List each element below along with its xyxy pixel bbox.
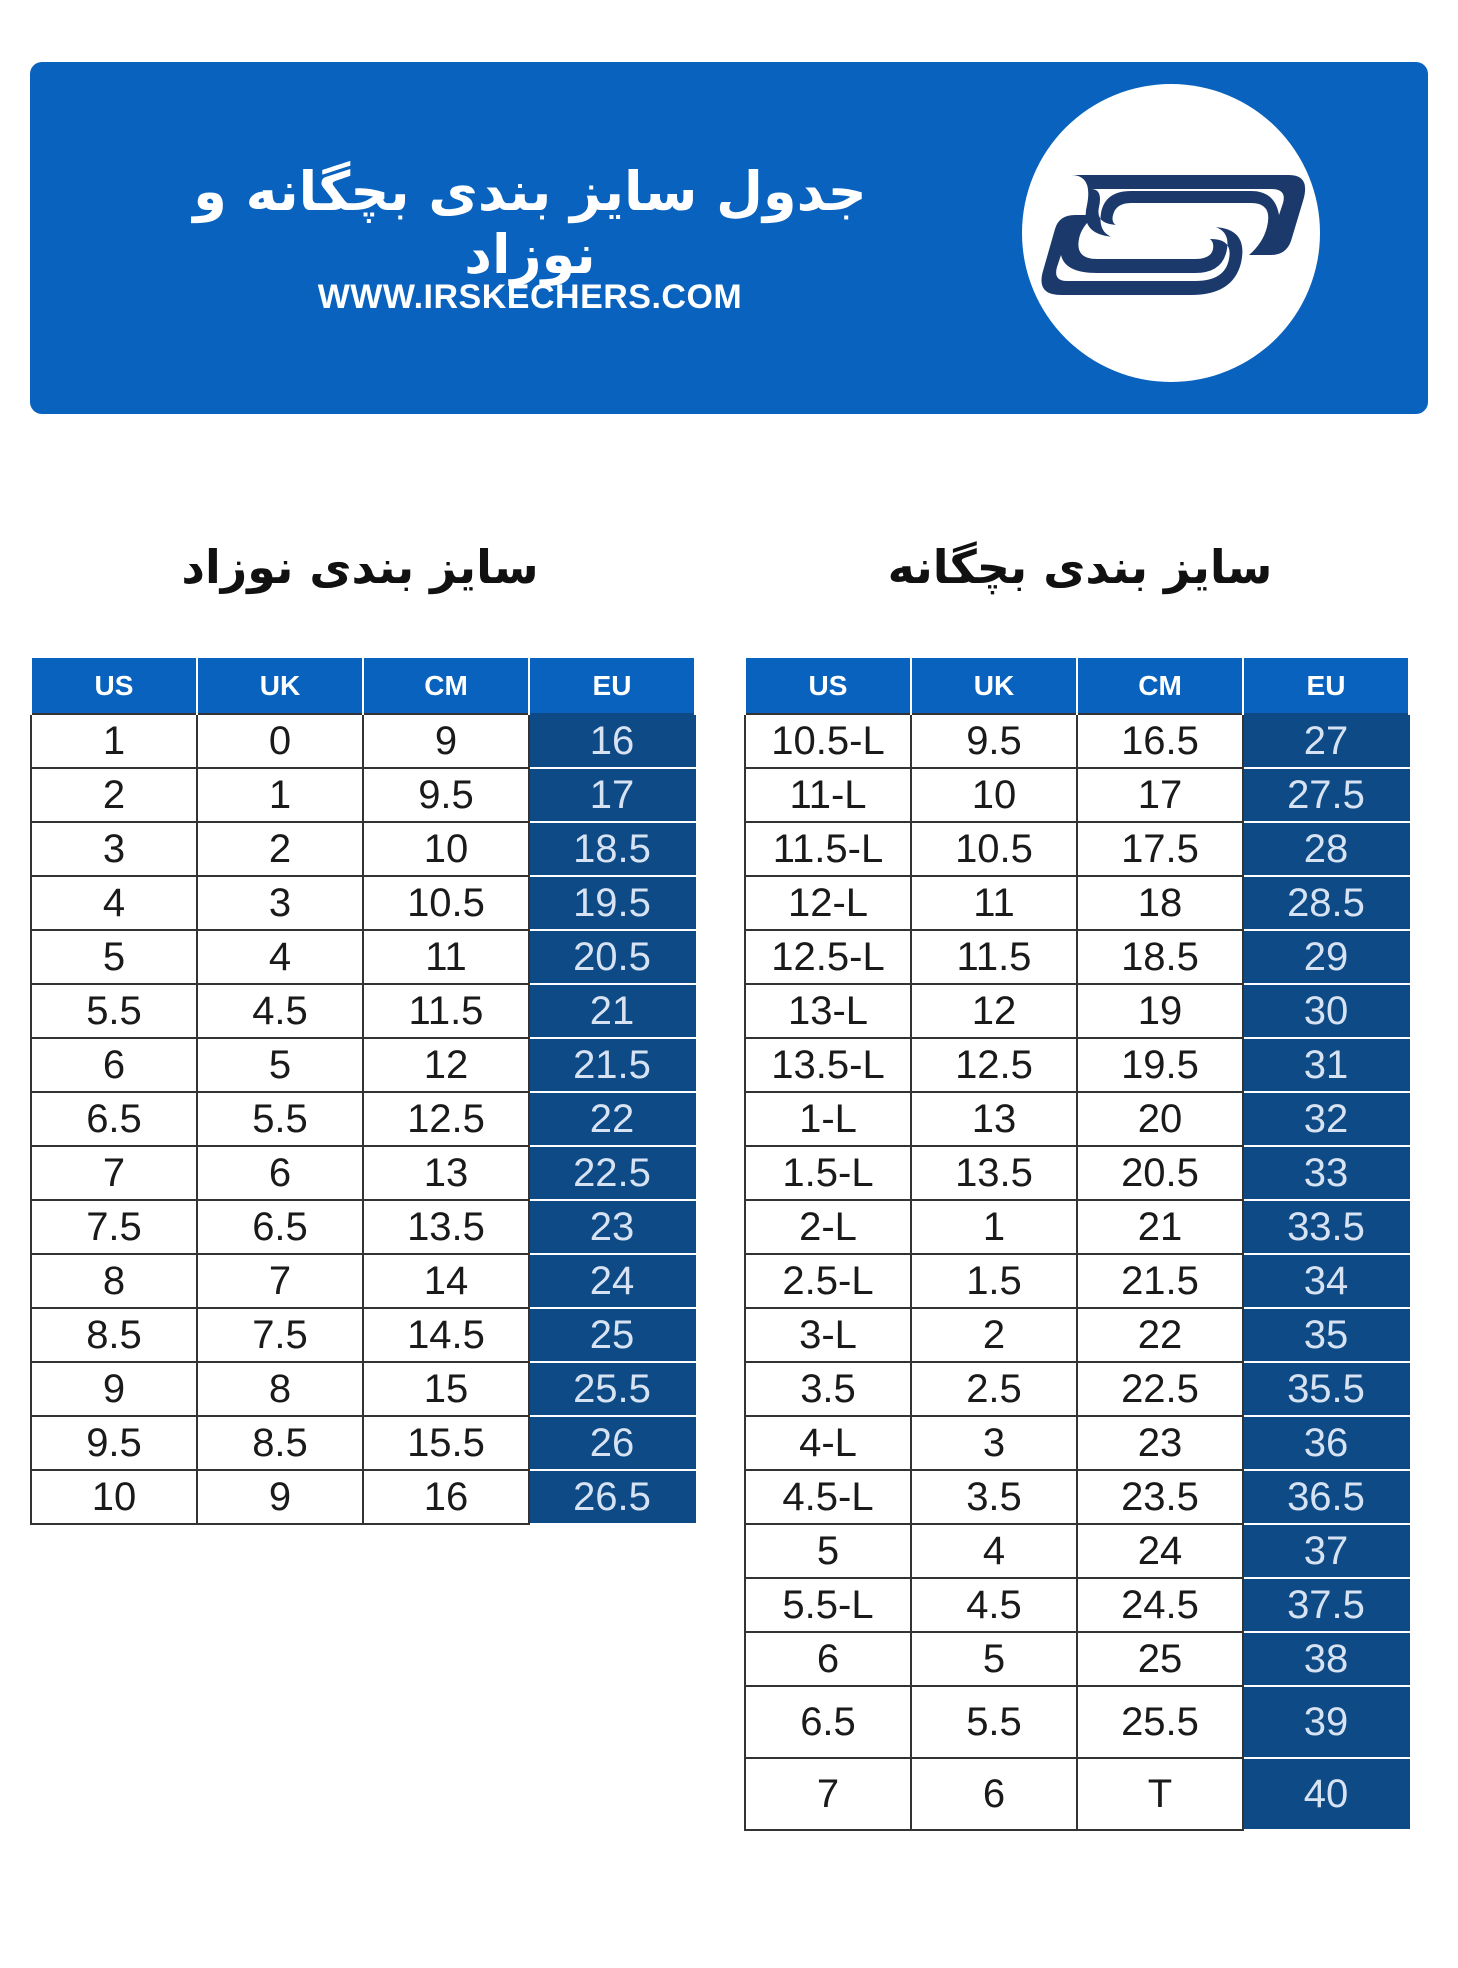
cell-us: 1-L: [745, 1092, 911, 1146]
cell-uk: 10.5: [911, 822, 1077, 876]
table-row: [31, 1038, 695, 1092]
cell-cm: 21: [1077, 1200, 1243, 1254]
cell-eu: 33: [1243, 1146, 1409, 1200]
cell-us: 10: [31, 1470, 197, 1524]
cell-us: 3-L: [745, 1308, 911, 1362]
column-header-us: US: [31, 658, 197, 714]
cell-uk: 9.5: [911, 714, 1077, 768]
cell-uk: 4.5: [911, 1578, 1077, 1632]
cell-eu: 22: [529, 1092, 695, 1146]
table-row: [745, 984, 1409, 1038]
table-row: [31, 822, 695, 876]
table-row: [745, 1524, 1409, 1578]
table-row: [31, 1200, 695, 1254]
cell-us: 1.5-L: [745, 1146, 911, 1200]
cell-cm: 10: [363, 822, 529, 876]
table-row: [745, 1200, 1409, 1254]
table-row: [745, 930, 1409, 984]
cell-us: 5.5-L: [745, 1578, 911, 1632]
table-row: [745, 1254, 1409, 1308]
cell-cm: 14.5: [363, 1308, 529, 1362]
table-row: [31, 714, 695, 768]
table-row: [745, 876, 1409, 930]
cell-eu: 21.5: [529, 1038, 695, 1092]
cell-eu: 30: [1243, 984, 1409, 1038]
cell-uk: 3: [911, 1416, 1077, 1470]
table-row: [745, 1758, 1409, 1830]
cell-us: 2.5-L: [745, 1254, 911, 1308]
cell-cm: 12.5: [363, 1092, 529, 1146]
cell-eu: 34: [1243, 1254, 1409, 1308]
table-row: [745, 1092, 1409, 1146]
table-row: [31, 1416, 695, 1470]
cell-cm: 16: [363, 1470, 529, 1524]
cell-us: 11-L: [745, 768, 911, 822]
cell-cm: 18: [1077, 876, 1243, 930]
column-header-uk: UK: [911, 658, 1077, 714]
column-header-us: US: [745, 658, 911, 714]
newborn-section-title: سایز بندی نوزاد: [181, 540, 539, 594]
cell-uk: 11.5: [911, 930, 1077, 984]
cell-cm: 25: [1077, 1632, 1243, 1686]
table-row: [745, 768, 1409, 822]
cell-us: 4: [31, 876, 197, 930]
table-header-row: [745, 658, 1409, 714]
cell-uk: 5: [197, 1038, 363, 1092]
column-header-eu: EU: [1243, 658, 1409, 714]
table-row: [31, 984, 695, 1038]
cell-eu: 18.5: [529, 822, 695, 876]
cell-eu: 25: [529, 1308, 695, 1362]
table-row: [31, 1470, 695, 1524]
cell-cm: 23.5: [1077, 1470, 1243, 1524]
cell-uk: 10: [911, 768, 1077, 822]
table-row: [31, 1146, 695, 1200]
cell-us: 6: [745, 1632, 911, 1686]
cell-uk: 4: [197, 930, 363, 984]
table-row: [745, 714, 1409, 768]
column-header-cm: CM: [363, 658, 529, 714]
cell-us: 12.5-L: [745, 930, 911, 984]
cell-us: 6.5: [31, 1092, 197, 1146]
cell-us: 3: [31, 822, 197, 876]
cell-us: 10.5-L: [745, 714, 911, 768]
table-row: [745, 1470, 1409, 1524]
cell-eu: 37: [1243, 1524, 1409, 1578]
table-row: [31, 876, 695, 930]
cell-eu: 23: [529, 1200, 695, 1254]
cell-us: 8: [31, 1254, 197, 1308]
cell-cm: 9.5: [363, 768, 529, 822]
cell-eu: 40: [1243, 1758, 1409, 1830]
cell-us: 5: [31, 930, 197, 984]
table-header-row: [31, 658, 695, 714]
cell-cm: 9: [363, 714, 529, 768]
table-row: [745, 1416, 1409, 1470]
cell-uk: 3.5: [911, 1470, 1077, 1524]
cell-eu: 25.5: [529, 1362, 695, 1416]
kids-size-table: [744, 658, 1410, 1831]
cell-uk: 11: [911, 876, 1077, 930]
cell-us: 6.5: [745, 1686, 911, 1758]
cell-uk: 9: [197, 1470, 363, 1524]
cell-cm: 22.5: [1077, 1362, 1243, 1416]
cell-us: 9: [31, 1362, 197, 1416]
cell-us: 3.5: [745, 1362, 911, 1416]
cell-eu: 37.5: [1243, 1578, 1409, 1632]
cell-uk: 4.5: [197, 984, 363, 1038]
cell-us: 13-L: [745, 984, 911, 1038]
cell-eu: 33.5: [1243, 1200, 1409, 1254]
cell-cm: 19.5: [1077, 1038, 1243, 1092]
table-row: [31, 1254, 695, 1308]
table-row: [31, 1362, 695, 1416]
cell-us: 11.5-L: [745, 822, 911, 876]
cell-us: 1: [31, 714, 197, 768]
cell-uk: 7: [197, 1254, 363, 1308]
cell-us: 4.5-L: [745, 1470, 911, 1524]
cell-cm: 13: [363, 1146, 529, 1200]
cell-eu: 24: [529, 1254, 695, 1308]
cell-uk: 1: [911, 1200, 1077, 1254]
cell-cm: 20.5: [1077, 1146, 1243, 1200]
cell-uk: 8.5: [197, 1416, 363, 1470]
table-row: [745, 1146, 1409, 1200]
cell-cm: 18.5: [1077, 930, 1243, 984]
cell-us: 2: [31, 768, 197, 822]
cell-eu: 35.5: [1243, 1362, 1409, 1416]
cell-eu: 16: [529, 714, 695, 768]
cell-cm: 12: [363, 1038, 529, 1092]
cell-eu: 36: [1243, 1416, 1409, 1470]
column-header-cm: CM: [1077, 658, 1243, 714]
cell-uk: 6: [197, 1146, 363, 1200]
cell-cm: 20: [1077, 1092, 1243, 1146]
table-row: [745, 1308, 1409, 1362]
cell-us: 7: [31, 1146, 197, 1200]
cell-uk: 6.5: [197, 1200, 363, 1254]
table-row: [31, 930, 695, 984]
cell-eu: 26: [529, 1416, 695, 1470]
cell-eu: 19.5: [529, 876, 695, 930]
newborn-size-table: [30, 658, 696, 1525]
cell-uk: 1: [197, 768, 363, 822]
cell-eu: 35: [1243, 1308, 1409, 1362]
cell-eu: 39: [1243, 1686, 1409, 1758]
table-row: [745, 1038, 1409, 1092]
cell-uk: 2: [911, 1308, 1077, 1362]
banner-url: WWW.IRSKECHERS.COM: [317, 278, 743, 316]
cell-eu: 28.5: [1243, 876, 1409, 930]
cell-cm: T: [1077, 1758, 1243, 1830]
cell-uk: 0: [197, 714, 363, 768]
cell-uk: 1.5: [911, 1254, 1077, 1308]
cell-eu: 36.5: [1243, 1470, 1409, 1524]
cell-cm: 13.5: [363, 1200, 529, 1254]
cell-cm: 24.5: [1077, 1578, 1243, 1632]
cell-us: 9.5: [31, 1416, 197, 1470]
cell-uk: 13.5: [911, 1146, 1077, 1200]
cell-uk: 13: [911, 1092, 1077, 1146]
cell-uk: 12: [911, 984, 1077, 1038]
cell-cm: 25.5: [1077, 1686, 1243, 1758]
cell-uk: 5: [911, 1632, 1077, 1686]
cell-us: 12-L: [745, 876, 911, 930]
cell-us: 8.5: [31, 1308, 197, 1362]
cell-cm: 14: [363, 1254, 529, 1308]
cell-uk: 4: [911, 1524, 1077, 1578]
cell-uk: 2.5: [911, 1362, 1077, 1416]
cell-uk: 3: [197, 876, 363, 930]
cell-cm: 10.5: [363, 876, 529, 930]
cell-uk: 6: [911, 1758, 1077, 1830]
cell-uk: 2: [197, 822, 363, 876]
cell-cm: 15: [363, 1362, 529, 1416]
cell-uk: 7.5: [197, 1308, 363, 1362]
cell-cm: 17: [1077, 768, 1243, 822]
table-row: [31, 768, 695, 822]
cell-cm: 21.5: [1077, 1254, 1243, 1308]
cell-uk: 5.5: [197, 1092, 363, 1146]
cell-eu: 29: [1243, 930, 1409, 984]
cell-eu: 17: [529, 768, 695, 822]
table-row: [745, 1632, 1409, 1686]
column-header-eu: EU: [529, 658, 695, 714]
cell-eu: 31: [1243, 1038, 1409, 1092]
cell-us: 6: [31, 1038, 197, 1092]
cell-eu: 27: [1243, 714, 1409, 768]
cell-cm: 24: [1077, 1524, 1243, 1578]
cell-cm: 19: [1077, 984, 1243, 1038]
cell-us: 13.5-L: [745, 1038, 911, 1092]
column-header-uk: UK: [197, 658, 363, 714]
cell-uk: 12.5: [911, 1038, 1077, 1092]
cell-eu: 22.5: [529, 1146, 695, 1200]
cell-cm: 22: [1077, 1308, 1243, 1362]
cell-cm: 17.5: [1077, 822, 1243, 876]
table-row: [31, 1092, 695, 1146]
cell-eu: 26.5: [529, 1470, 695, 1524]
table-row: [745, 1578, 1409, 1632]
cell-us: 4-L: [745, 1416, 911, 1470]
cell-cm: 16.5: [1077, 714, 1243, 768]
cell-eu: 21: [529, 984, 695, 1038]
cell-eu: 27.5: [1243, 768, 1409, 822]
cell-us: 5.5: [31, 984, 197, 1038]
cell-eu: 28: [1243, 822, 1409, 876]
cell-uk: 8: [197, 1362, 363, 1416]
cell-us: 5: [745, 1524, 911, 1578]
table-row: [745, 822, 1409, 876]
brand-logo: [1022, 84, 1320, 382]
cell-eu: 32: [1243, 1092, 1409, 1146]
cell-eu: 38: [1243, 1632, 1409, 1686]
cell-us: 7: [745, 1758, 911, 1830]
cell-cm: 15.5: [363, 1416, 529, 1470]
cell-us: 7.5: [31, 1200, 197, 1254]
cell-cm: 11: [363, 930, 529, 984]
cell-cm: 11.5: [363, 984, 529, 1038]
cell-cm: 23: [1077, 1416, 1243, 1470]
kids-section-title: سایز بندی بچگانه: [887, 540, 1273, 594]
banner-title: جدول سایز بندی بچگانه و نوزاد: [193, 160, 867, 286]
skechers-s-logo-icon: [1022, 84, 1320, 382]
cell-eu: 20.5: [529, 930, 695, 984]
table-row: [745, 1362, 1409, 1416]
table-row: [31, 1308, 695, 1362]
table-row: [745, 1686, 1409, 1758]
cell-us: 2-L: [745, 1200, 911, 1254]
cell-uk: 5.5: [911, 1686, 1077, 1758]
